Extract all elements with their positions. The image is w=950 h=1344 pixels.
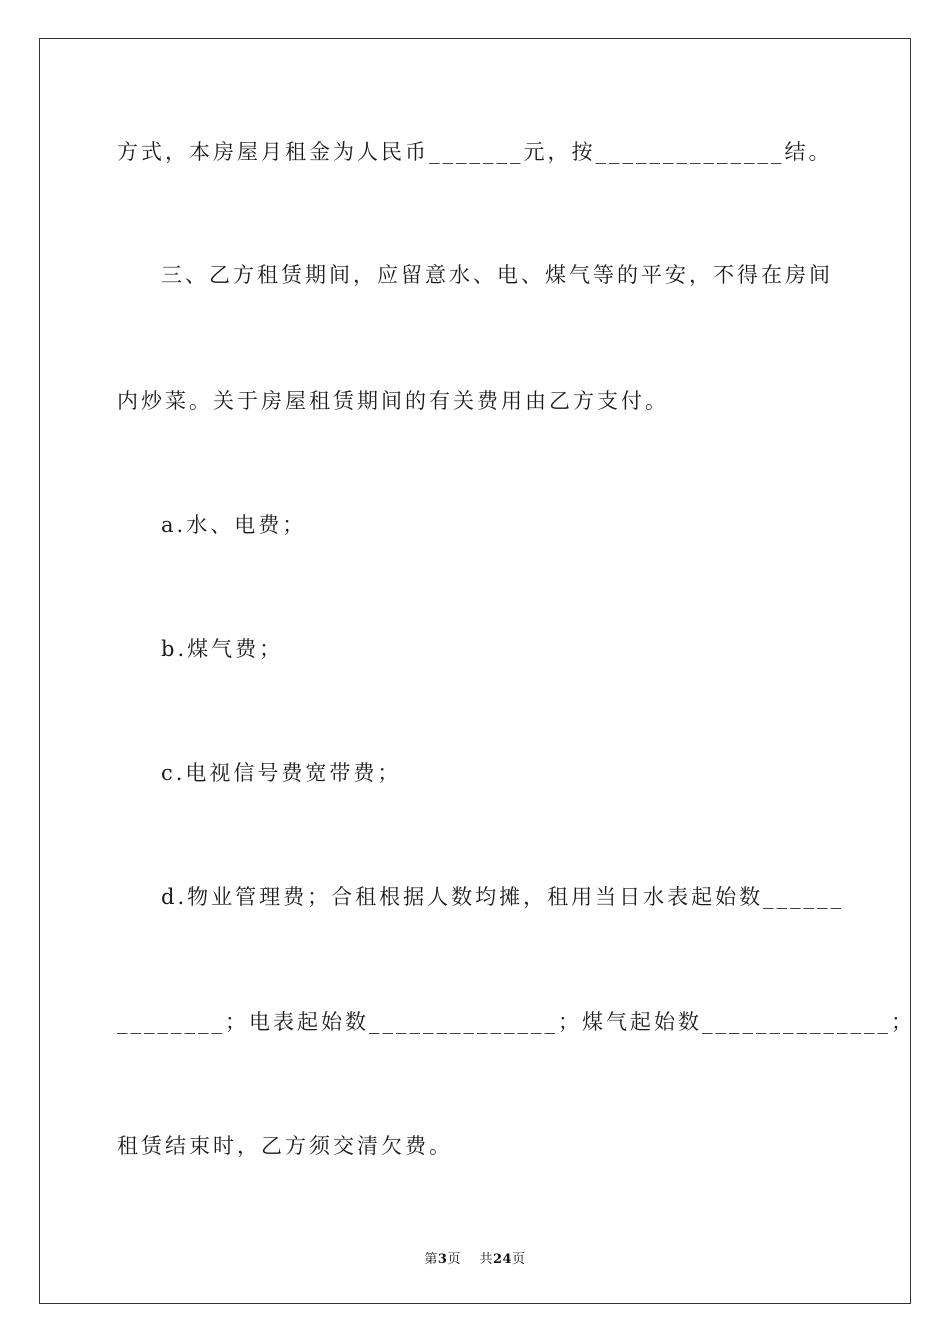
list-item-c: c.电视信号费宽带费； xyxy=(161,761,402,785)
page-border xyxy=(39,38,915,1304)
text-line-meter-readings: ________；电表起始数______________；煤气起始数______________； xyxy=(117,1010,915,1034)
text-line-2: 三、乙方租赁期间，应留意水、电、煤气等的平安，不得在房间 xyxy=(161,263,833,287)
text-line-3: 内炒菜。关于房屋租赁期间的有关费用由乙方支付。 xyxy=(117,389,669,413)
page-footer xyxy=(0,1248,950,1267)
list-item-d: d.物业管理费；合租根据人数均摊，租用当日水表起始数______ xyxy=(161,885,845,909)
page-number: 3 xyxy=(437,1252,448,1267)
list-item-b: b.煤气费； xyxy=(161,637,284,661)
total-prefix: 共 xyxy=(479,1252,493,1267)
total-pages: 24 xyxy=(493,1252,513,1267)
total-suffix: 页 xyxy=(512,1252,526,1267)
page-prefix: 第 xyxy=(424,1252,438,1267)
text-line-final: 租赁结束时，乙方须交清欠费。 xyxy=(117,1134,453,1158)
page-suffix: 页 xyxy=(447,1252,461,1267)
list-item-a: a.水、电费； xyxy=(161,513,307,537)
text-line-1: 方式，本房屋月租金为人民币_______元，按______________结。 xyxy=(117,140,833,164)
